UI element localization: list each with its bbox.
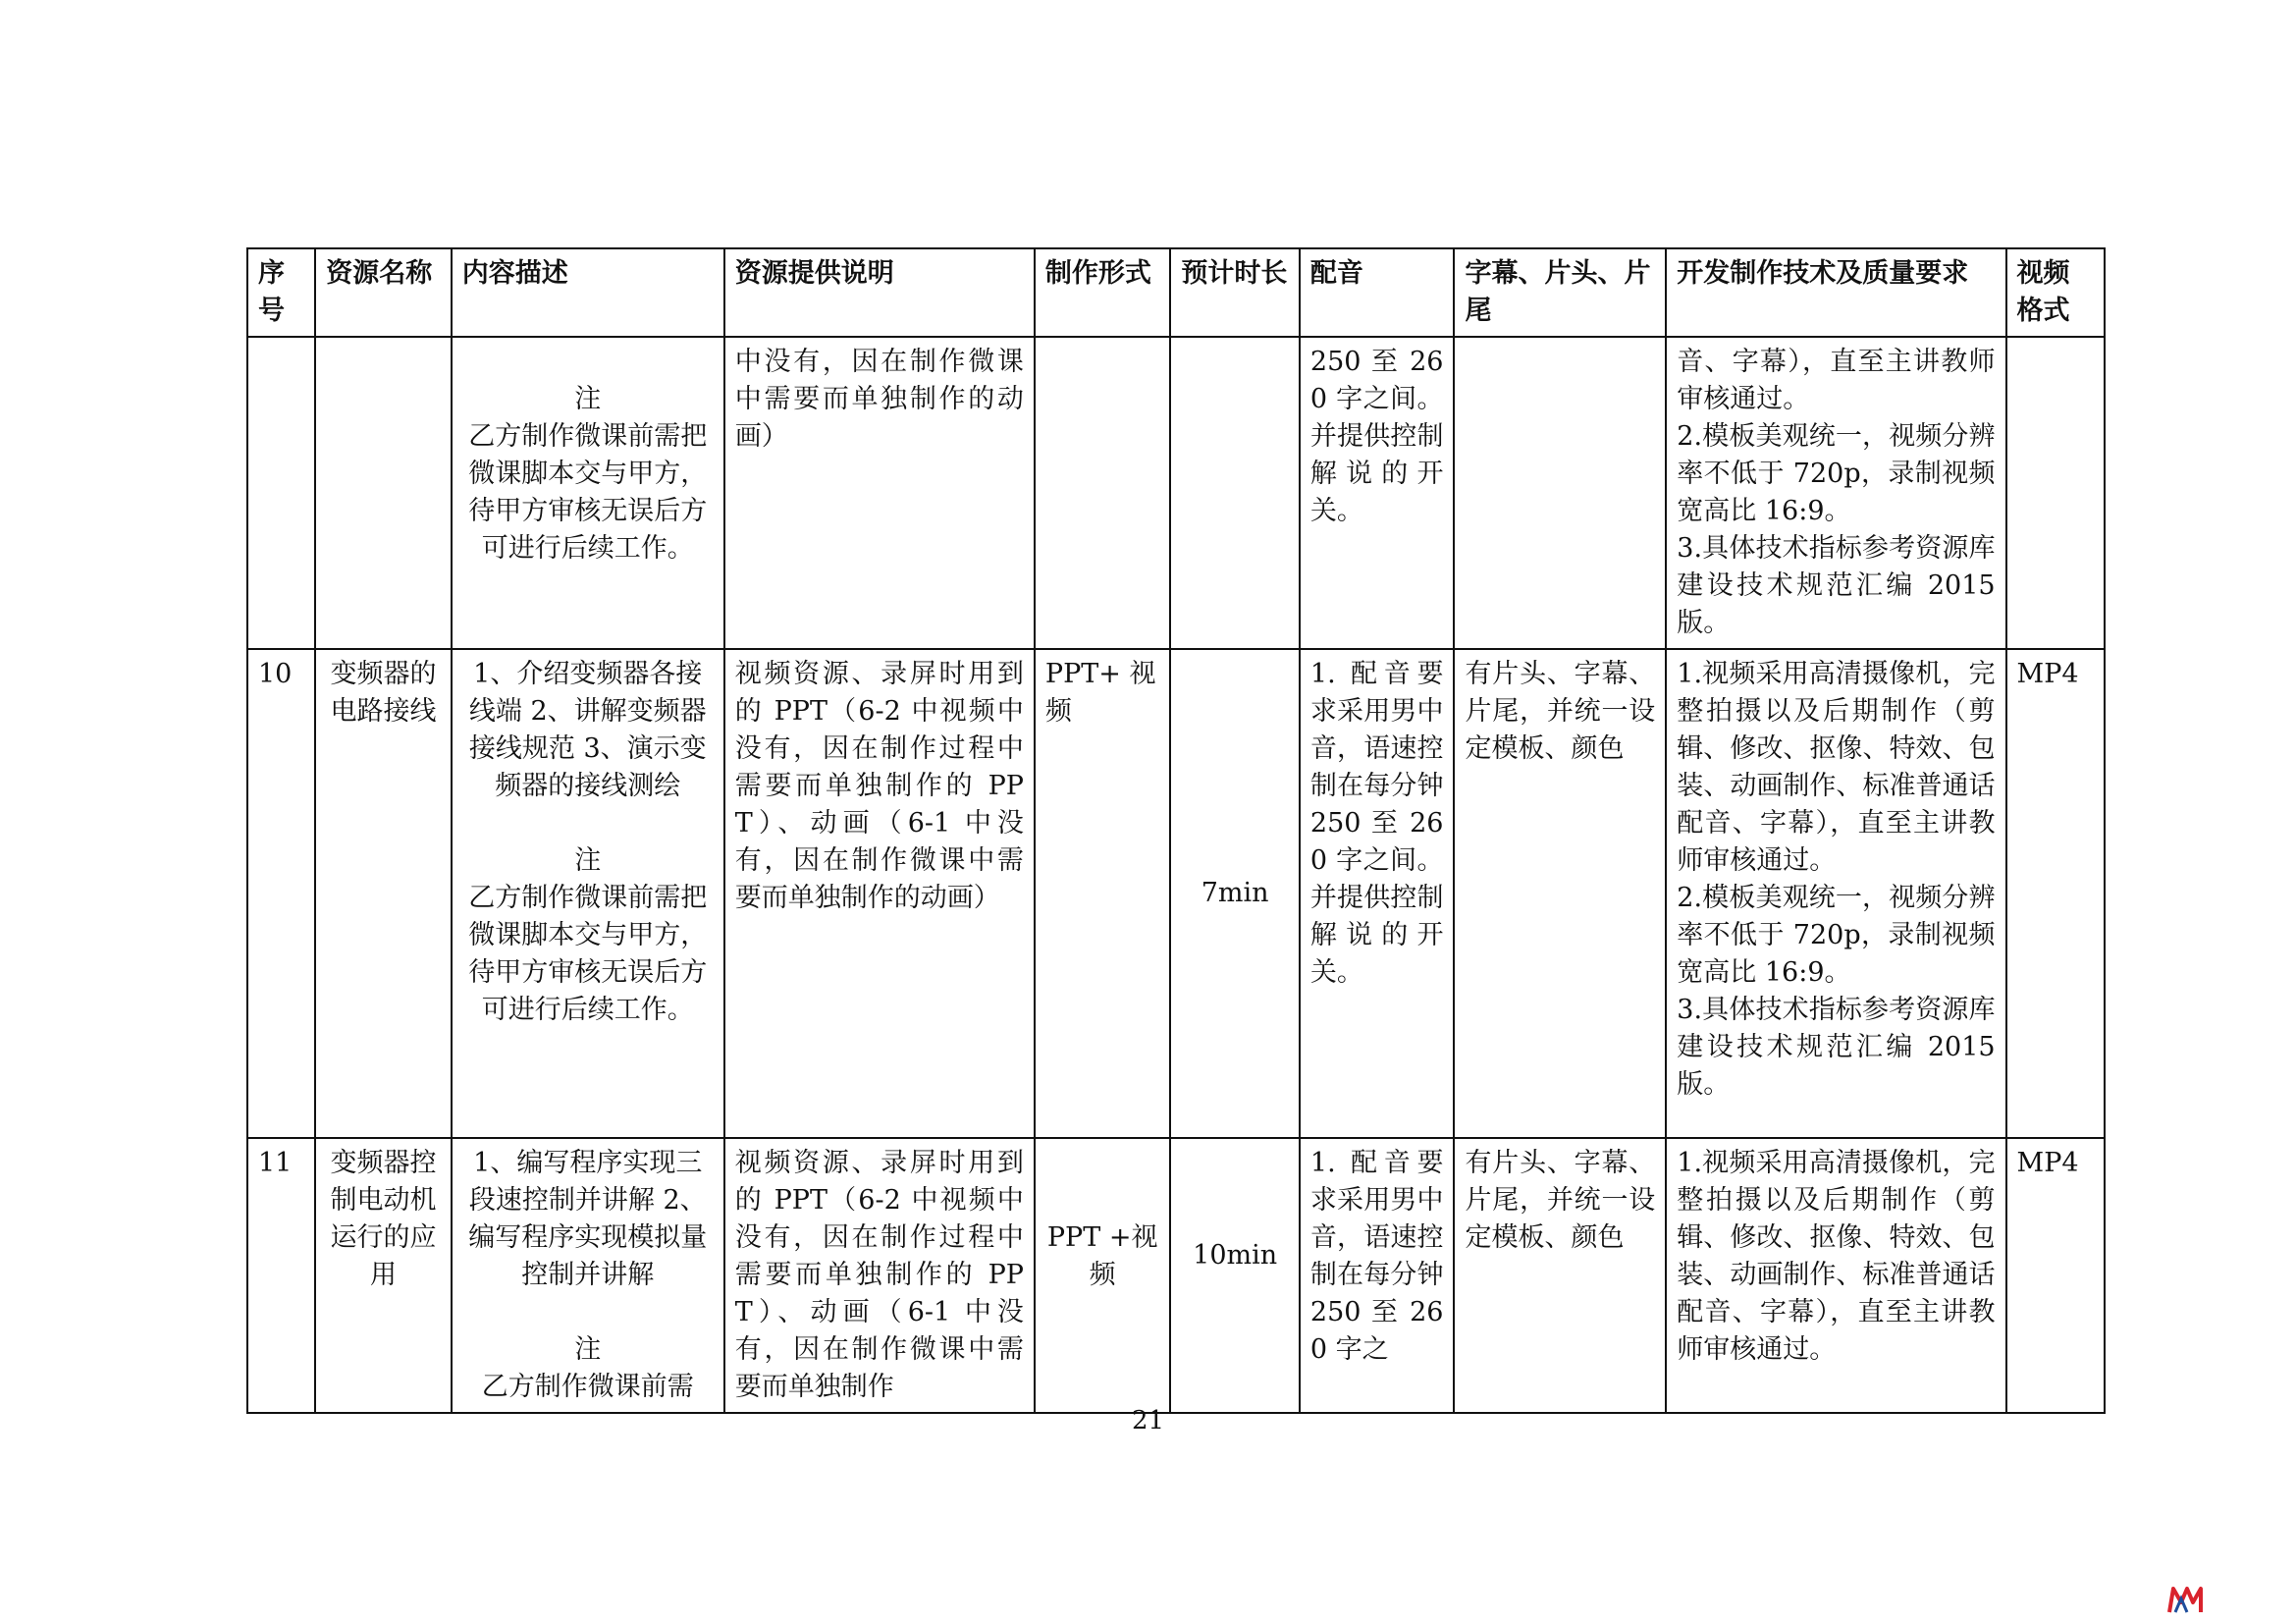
- table-row: [247, 1138, 2105, 1413]
- header-voice: 配音: [1300, 248, 1455, 337]
- header-form: 制作形式: [1035, 248, 1171, 337]
- page-number: 21: [1131, 1406, 1165, 1435]
- cell-tech: 音、字幕），直至主讲教师审核通过。 2.模板美观统一，视频分辨率不低于 720p，录制视频宽高比 16:9。 3.具体技术指标参考资源库建设技术规范汇编 2015 版。: [1666, 337, 2005, 649]
- cell-tech: 1.视频采用高清摄像机，完整拍摄以及后期制作（剪辑、修改、抠像、特效、包装、动画制作、标准普通话配音、字幕），直至主讲教师审核通过。: [1666, 1138, 2005, 1413]
- cell-subtitle: 有片头、字幕、片尾，并统一设定模板、颜色: [1454, 649, 1666, 1138]
- cell-name: 变频器控制电动机运行的应用: [315, 1138, 452, 1413]
- cell-voice: 1. 配音要求采用男中音，语速控制在每分钟 250 至 260 字之间。并提供控制解说的开关。: [1300, 649, 1455, 1138]
- header-provide: 资源提供说明: [724, 248, 1035, 337]
- cell-form: PPT+ 视频: [1035, 649, 1171, 1138]
- cell-duration: 10min: [1170, 1138, 1299, 1413]
- cell-desc: 1、编写程序实现三段速控制并讲解 2、编写程序实现模拟量控制并讲解 注 乙方制作微课前需: [452, 1138, 724, 1413]
- cell-seq: 10: [247, 649, 315, 1138]
- cell-subtitle: [1454, 337, 1666, 649]
- cell-form: PPT +视频: [1035, 1138, 1171, 1413]
- header-subtitle: 字幕、片头、片尾: [1454, 248, 1666, 337]
- cell-provide: 视频资源、录屏时用到的 PPT（6-2 中视频中没有，因在制作过程中需要而单独制作的 PPT）、动画（6-1 中没有，因在制作微课中需要而单独制作: [724, 1138, 1035, 1413]
- header-name: 资源名称: [315, 248, 452, 337]
- cell-desc: 1、介绍变频器各接线端 2、讲解变频器接线规范 3、演示变频器的接线测绘 注 乙方制作微课前需把微课脚本交与甲方，待甲方审核无误后方可进行后续工作。: [452, 649, 724, 1138]
- cell-provide: 中没有，因在制作微课中需要而单独制作的动画）: [724, 337, 1035, 649]
- cell-tech: 1.视频采用高清摄像机，完整拍摄以及后期制作（剪辑、修改、抠像、特效、包装、动画制作、标准普通话配音、字幕），直至主讲教师审核通过。 2.模板美观统一，视频分辨率不低于 720p，录制视频宽高比 16:9。 3.具体技术指标参考资源库建设技术规范汇编 2015 版。: [1666, 649, 2005, 1138]
- cell-format: [2006, 337, 2105, 649]
- cell-subtitle: 有片头、字幕、片尾，并统一设定模板、颜色: [1454, 1138, 1666, 1413]
- cell-form: [1035, 337, 1171, 649]
- cell-format: MP4: [2006, 1138, 2105, 1413]
- cell-seq: 11: [247, 1138, 315, 1413]
- cell-voice: 250 至 260 字之间。并提供控制解说的开关。: [1300, 337, 1455, 649]
- header-desc: 内容描述: [452, 248, 724, 337]
- table-row: [247, 337, 2105, 649]
- header-format: 视频格式: [2006, 248, 2105, 337]
- cell-name: [315, 337, 452, 649]
- cell-duration: 7min: [1170, 649, 1299, 1138]
- header-duration: 预计时长: [1170, 248, 1299, 337]
- cell-format: MP4: [2006, 649, 2105, 1138]
- cell-seq: [247, 337, 315, 649]
- cell-desc: 注 乙方制作微课前需把微课脚本交与甲方，待甲方审核无误后方可进行后续工作。: [452, 337, 724, 649]
- cell-voice: 1. 配音要求采用男中音，语速控制在每分钟 250 至 260 字之: [1300, 1138, 1455, 1413]
- cell-duration: [1170, 337, 1299, 649]
- cell-provide: 视频资源、录屏时用到的 PPT（6-2 中视频中没有，因在制作过程中需要而单独制作的 PPT）、动画（6-1 中没有，因在制作微课中需要而单独制作的动画）: [724, 649, 1035, 1138]
- resource-spec-table: [246, 247, 2106, 1414]
- header-row: [247, 248, 2105, 337]
- logo-icon: [2167, 1585, 2203, 1614]
- header-tech: 开发制作技术及质量要求: [1666, 248, 2005, 337]
- table-row: [247, 649, 2105, 1138]
- header-seq: 序号: [247, 248, 315, 337]
- cell-name: 变频器的电路接线: [315, 649, 452, 1138]
